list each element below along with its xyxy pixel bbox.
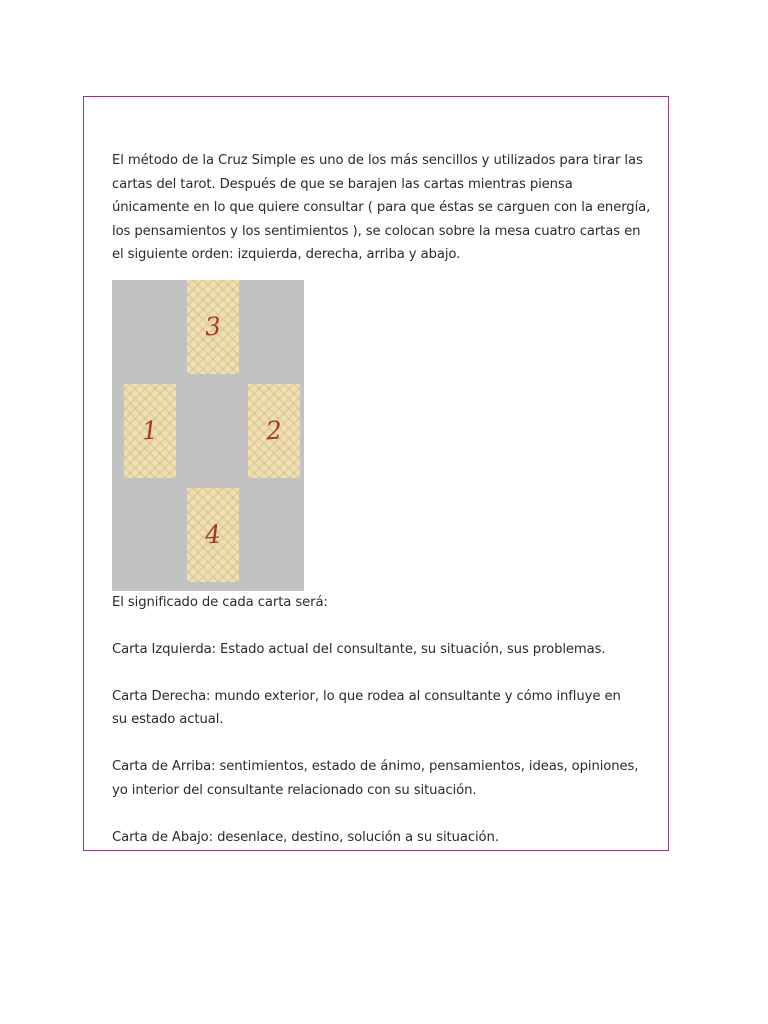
card-bottom-number: 4 <box>204 519 222 550</box>
meaning-bottom-card: Carta de Abajo: desenlace, destino, solución a su situación. <box>112 829 499 845</box>
meaning-top-card <box>112 755 652 802</box>
card-right-number: 2 <box>265 415 283 446</box>
card-right <box>248 384 300 478</box>
meaning-left-card: Carta Izquierda: Estado actual del consultante, su situación, sus problemas. <box>112 641 606 657</box>
intro-paragraph: El método de la Cruz Simple es uno de los más sencillos y utilizados para tirar las cartas del tarot. Después de que se barajen las cartas mientras piensa únicamente en lo que quiere consultar ( para que éstas se carguen con la energía, los pensamientos y los sentimientos ), se colocan sobre la mesa cuatro cartas en el siguiente orden: izquierda, derecha, arriba y abajo. <box>112 153 651 262</box>
meaning-heading: El significado de cada carta será: <box>112 594 328 610</box>
card-bottom <box>187 488 239 582</box>
meaning-top-line-2: yo interior del consultante relacionado con su situación. <box>112 782 477 798</box>
page-frame <box>83 96 669 851</box>
card-left <box>124 384 176 478</box>
meaning-right-line-1: Carta Derecha: mundo exterior, lo que rodea al consultante y cómo influye en <box>112 688 621 704</box>
document-content <box>112 149 652 849</box>
card-top-number: 3 <box>204 311 222 342</box>
card-top <box>187 280 239 374</box>
card-left-number: 1 <box>141 415 159 446</box>
meaning-right-card <box>112 685 652 732</box>
tarot-cross-diagram <box>112 280 304 591</box>
meaning-top-line-1: Carta de Arriba: sentimientos, estado de ánimo, pensamientos, ideas, opiniones, <box>112 759 639 774</box>
meaning-right-line-2: su estado actual. <box>112 712 224 727</box>
